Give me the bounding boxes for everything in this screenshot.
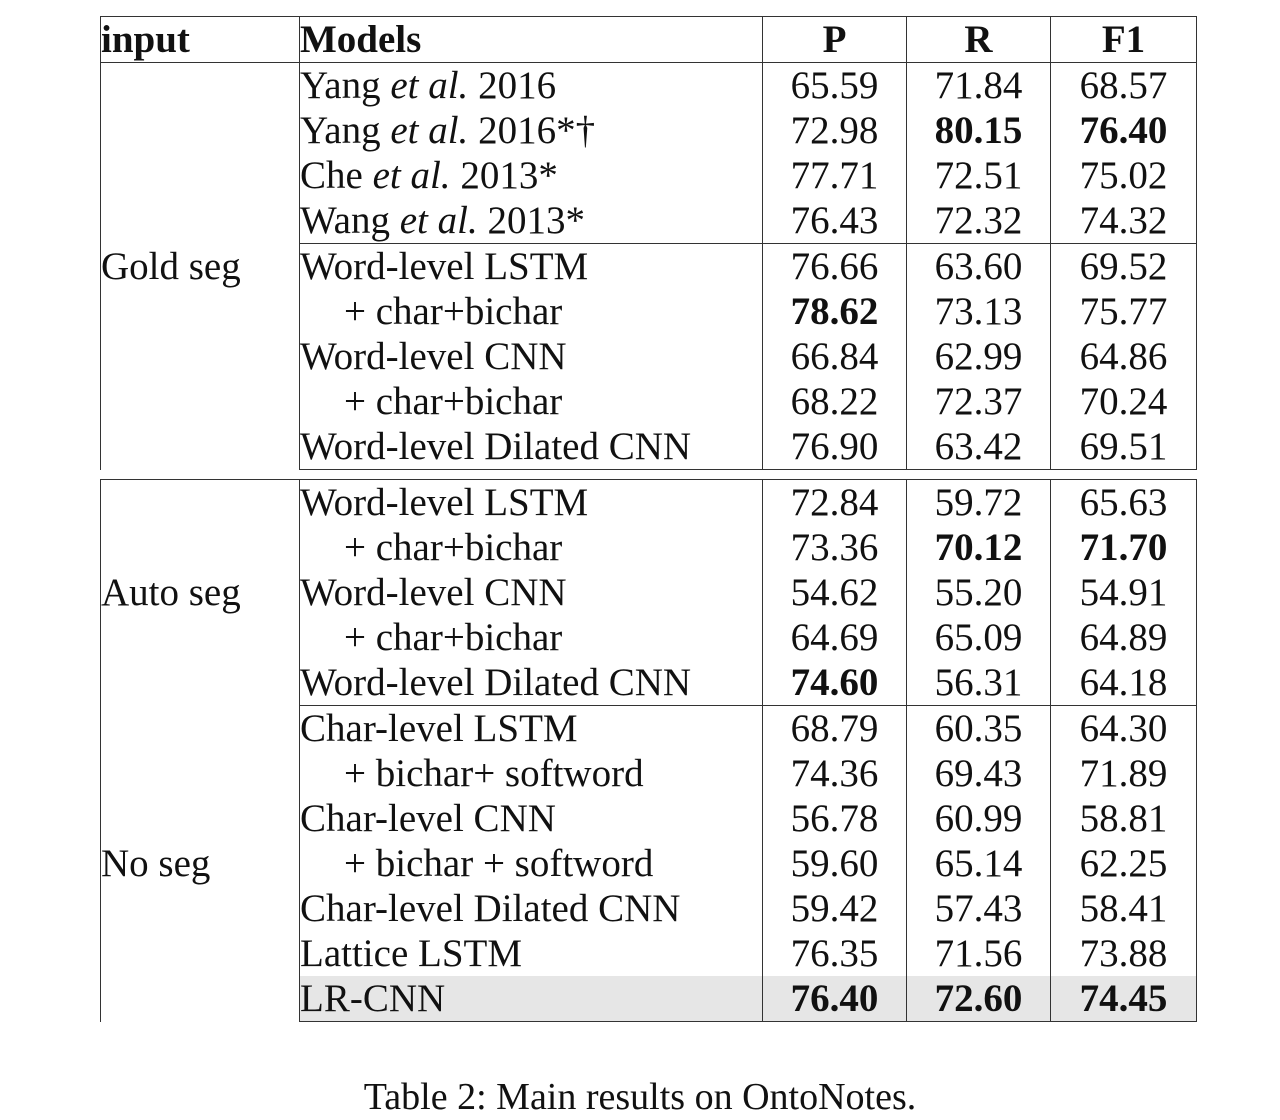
f1-value: 54.91 xyxy=(1051,570,1197,615)
header-input: input xyxy=(101,17,300,63)
p-value: 59.60 xyxy=(763,841,907,886)
table-caption: Table 2: Main results on OntoNotes. xyxy=(363,1076,917,1118)
p-value: 76.35 xyxy=(763,931,907,976)
r-value: 65.09 xyxy=(907,615,1051,660)
p-value: 78.62 xyxy=(763,289,907,334)
p-value: 74.36 xyxy=(763,751,907,796)
p-value: 56.78 xyxy=(763,796,907,841)
f1-value: 74.32 xyxy=(1051,198,1197,244)
f1-value: 70.24 xyxy=(1051,379,1197,424)
p-value: 76.43 xyxy=(763,198,907,244)
f1-value: 73.88 xyxy=(1051,931,1197,976)
f1-value: 75.02 xyxy=(1051,153,1197,198)
p-value: 59.42 xyxy=(763,886,907,931)
model-name-italic: et al. xyxy=(390,64,469,107)
model-cell xyxy=(300,198,763,244)
f1-value: 64.30 xyxy=(1051,706,1197,752)
model-name: + char+bichar xyxy=(300,289,763,334)
p-value: 64.69 xyxy=(763,615,907,660)
f1-value: 68.57 xyxy=(1051,63,1197,109)
model-cell xyxy=(300,63,763,109)
model-name: Char-level Dilated CNN xyxy=(300,886,763,931)
f1-value: 62.25 xyxy=(1051,841,1197,886)
r-value: 69.43 xyxy=(907,751,1051,796)
r-value: 65.14 xyxy=(907,841,1051,886)
model-name: Lattice LSTM xyxy=(300,931,763,976)
model-name-italic: et al. xyxy=(372,154,451,197)
f1-value: 74.45 xyxy=(1051,976,1197,1022)
p-value: 76.40 xyxy=(763,976,907,1022)
r-value: 57.43 xyxy=(907,886,1051,931)
model-name: Yang xyxy=(300,109,391,152)
table-row xyxy=(101,63,1197,109)
model-name-suffix: 2016*† xyxy=(468,109,596,152)
f1-value: 65.63 xyxy=(1051,480,1197,526)
r-value: 71.84 xyxy=(907,63,1051,109)
header-p: P xyxy=(763,17,907,63)
model-name: Char-level CNN xyxy=(300,796,763,841)
r-value: 60.35 xyxy=(907,706,1051,752)
p-value: 65.59 xyxy=(763,63,907,109)
model-name: Yang xyxy=(300,64,391,107)
model-name: Word-level CNN xyxy=(300,570,763,615)
r-value: 71.56 xyxy=(907,931,1051,976)
model-name: + bichar + softword xyxy=(300,841,763,886)
r-value: 72.32 xyxy=(907,198,1051,244)
f1-value: 75.77 xyxy=(1051,289,1197,334)
r-value: 72.60 xyxy=(907,976,1051,1022)
r-value: 62.99 xyxy=(907,334,1051,379)
r-value: 56.31 xyxy=(907,660,1051,706)
model-name: Wang xyxy=(300,199,400,242)
r-value: 72.37 xyxy=(907,379,1051,424)
p-value: 74.60 xyxy=(763,660,907,706)
r-value: 72.51 xyxy=(907,153,1051,198)
header-f1: F1 xyxy=(1051,17,1197,63)
r-value: 80.15 xyxy=(907,108,1051,153)
f1-value: 76.40 xyxy=(1051,108,1197,153)
r-value: 63.60 xyxy=(907,244,1051,290)
p-value: 66.84 xyxy=(763,334,907,379)
model-name-italic: et al. xyxy=(390,109,469,152)
model-name-italic: et al. xyxy=(399,199,478,242)
group-label-gold-seg: Gold seg xyxy=(101,63,300,470)
f1-value: 64.86 xyxy=(1051,334,1197,379)
p-value: 72.98 xyxy=(763,108,907,153)
f1-value: 69.51 xyxy=(1051,424,1197,470)
results-table xyxy=(100,16,1197,1022)
p-value: 68.79 xyxy=(763,706,907,752)
p-value: 76.90 xyxy=(763,424,907,470)
model-name-suffix: 2013* xyxy=(477,199,585,242)
f1-value: 58.41 xyxy=(1051,886,1197,931)
model-name-suffix: 2016 xyxy=(468,64,557,107)
model-name: + char+bichar xyxy=(300,525,763,570)
group-label-auto-seg: Auto seg xyxy=(101,480,300,706)
r-value: 60.99 xyxy=(907,796,1051,841)
model-name: Word-level LSTM xyxy=(300,480,763,526)
f1-value: 69.52 xyxy=(1051,244,1197,290)
model-name: Che xyxy=(300,154,373,197)
model-name: Char-level LSTM xyxy=(300,706,763,752)
model-name: Word-level Dilated CNN xyxy=(300,660,763,706)
model-cell xyxy=(300,153,763,198)
model-name: + char+bichar xyxy=(300,379,763,424)
p-value: 73.36 xyxy=(763,525,907,570)
r-value: 55.20 xyxy=(907,570,1051,615)
p-value: 76.66 xyxy=(763,244,907,290)
f1-value: 64.89 xyxy=(1051,615,1197,660)
r-value: 63.42 xyxy=(907,424,1051,470)
group-spacer xyxy=(101,470,1197,480)
model-name: LR-CNN xyxy=(300,976,763,1022)
p-value: 54.62 xyxy=(763,570,907,615)
model-name: + char+bichar xyxy=(300,615,763,660)
model-name: Word-level Dilated CNN xyxy=(300,424,763,470)
model-name: Word-level CNN xyxy=(300,334,763,379)
p-value: 72.84 xyxy=(763,480,907,526)
p-value: 68.22 xyxy=(763,379,907,424)
p-value: 77.71 xyxy=(763,153,907,198)
model-cell xyxy=(300,108,763,153)
header-models: Models xyxy=(300,17,763,63)
r-value: 70.12 xyxy=(907,525,1051,570)
group-label-no-seg: No seg xyxy=(101,706,300,1022)
table-row xyxy=(101,706,1197,752)
header-row xyxy=(101,17,1197,63)
r-value: 73.13 xyxy=(907,289,1051,334)
f1-value: 58.81 xyxy=(1051,796,1197,841)
f1-value: 71.70 xyxy=(1051,525,1197,570)
model-name-suffix: 2013* xyxy=(450,154,558,197)
model-name: + bichar+ softword xyxy=(300,751,763,796)
model-name: Word-level LSTM xyxy=(300,244,763,290)
r-value: 59.72 xyxy=(907,480,1051,526)
header-r: R xyxy=(907,17,1051,63)
f1-value: 64.18 xyxy=(1051,660,1197,706)
f1-value: 71.89 xyxy=(1051,751,1197,796)
table-row xyxy=(101,480,1197,526)
results-table-container xyxy=(100,16,1196,1022)
